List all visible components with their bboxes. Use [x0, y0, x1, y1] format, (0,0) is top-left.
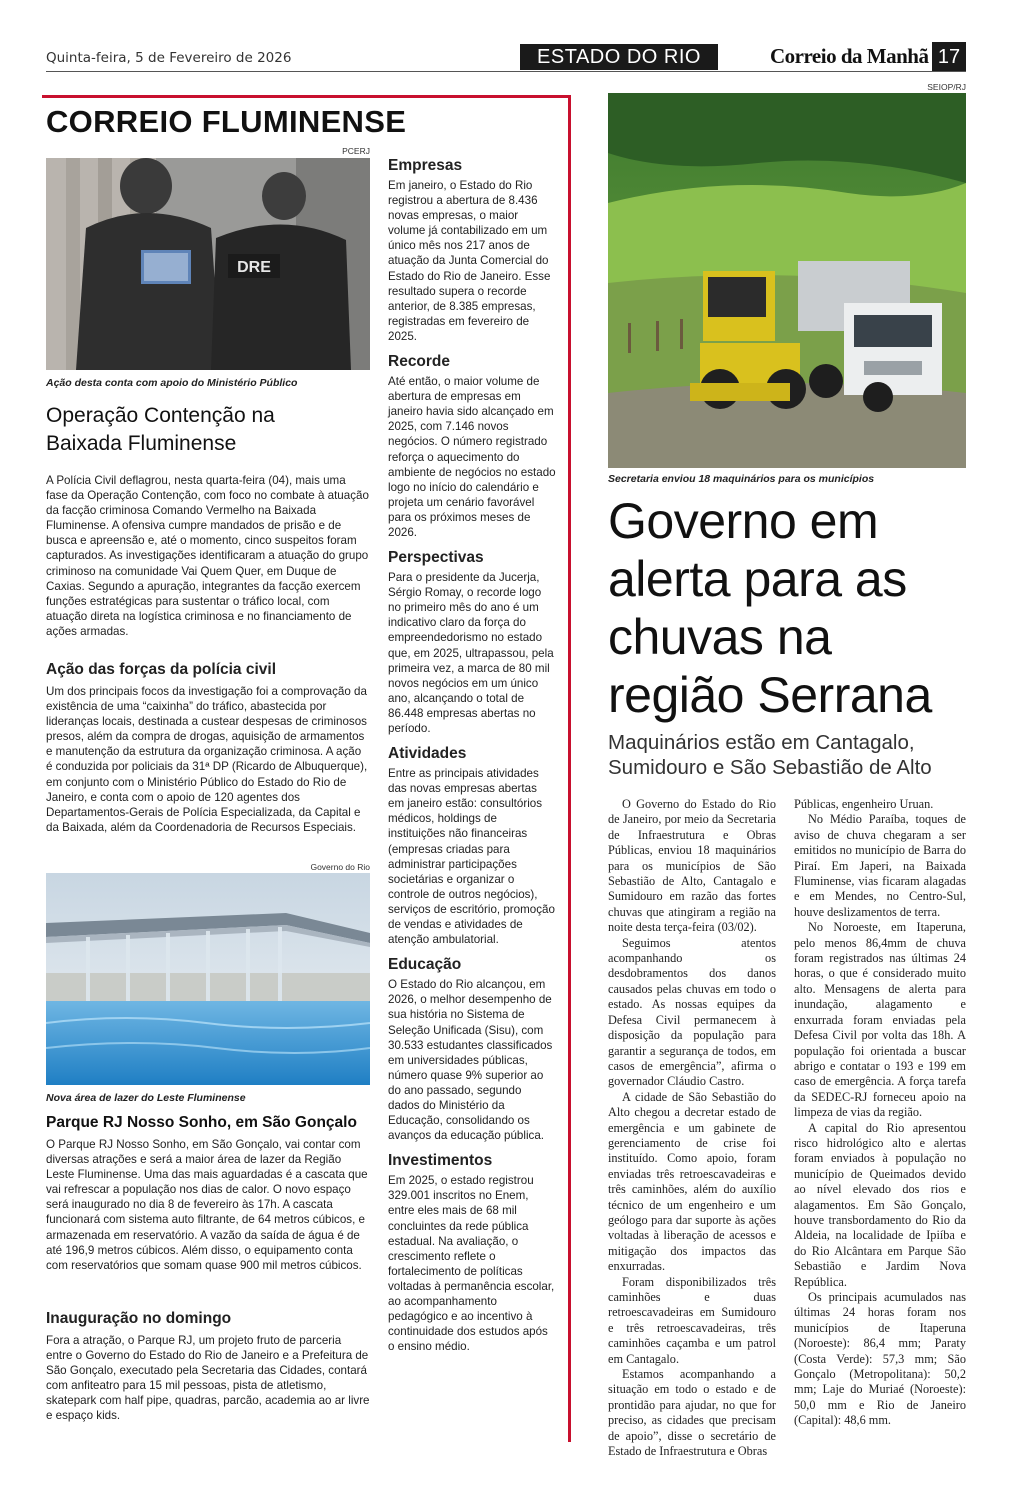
machinery-photo-illustration: [608, 93, 966, 468]
page-number: 17: [932, 42, 966, 72]
paragraph: No Médio Paraíba, toques de aviso de chuva chegaram a ser emitidos no município de Barra do Piraí. Em Japeri, na Baixada Fluminense, vias ficaram alagadas e em Mendes, no Centro-Sul, houve deslizamentos de terra.: [794, 812, 966, 919]
photo-credit: PCERJ: [342, 146, 370, 156]
brief-body: O Estado do Rio alcançou, em 2026, o melhor desempenho de sua história no Sistema de Seleção Unificada (Sisu), com 30.533 estudantes classificados em universidades públicas, número quase 9% superior ao do ano passado, segundo dados do Ministério da Educação, consolidando os avanços da educação pública.: [388, 978, 553, 1143]
middle-column: [388, 157, 556, 1363]
paragraph: Seguimos atentos acompanhando os desdobramentos dos danos causados pelas chuvas em todo o estado. As nossas equipes da Defesa Civil permanecem à disposição da população para garantir a segurança de todos, em casos de emergência”, afirma o governador Cláudio Castro.: [608, 935, 776, 1089]
photo-credit: Governo do Rio: [310, 862, 370, 872]
paragraph: A cidade de São Sebastião do Alto chegou a decretar estado de emergência e um gabinete de gerenciamento de crise foi instituído. Como apoio, foram enviadas três retroescavadeiras e três caminhões, além do auxílio técnico de um engenheiro e um geólogo para dar suporte às ações voltadas à liberação de acessos e mitigação dos impactos das enxurradas.: [608, 1089, 776, 1274]
paragraph: Foram disponibilizados três caminhões e duas retroescavadeiras em Sumidouro e três retroescavadeiras, três caminhões caçamba e um patrol em Cantagalo.: [608, 1274, 776, 1366]
brief-subhead: Educação: [388, 956, 462, 974]
paragraph: No Noroeste, em Itaperuna, pelo menos 86,4mm de chuva foram registrados nas últimas 24 horas, o que é considerado muito alto. Mensagens de alerta para inundação, alagamento e enxurrada foram enviadas pela Defesa Civil por volta das 18h. A população foi orientada a buscar abrigo e contatar o 193 e 199 em caso de emergência. A força tarefa da SEDEC-RJ forneceu apoio na limpeza de vias da região.: [794, 920, 966, 1120]
brief-item: [388, 549, 556, 736]
header-rule: [46, 71, 966, 72]
brief-subhead: Recorde: [388, 353, 451, 371]
brief-subhead: Perspectivas: [388, 549, 484, 567]
brief-subhead: Empresas: [388, 157, 463, 174]
brief-body: Até então, o maior volume de abertura de empresas em janeiro havia sido alcançado em 2025, com 7.146 novos negócios. O número registrado reforça o aquecimento do ambiente de negócios no estado logo no início do calendário e projeta um cenário favorável para os próximos meses de 2026.: [388, 375, 556, 539]
article-subhead: Ação das forças da polícia civil: [46, 661, 277, 678]
section-frame-top: [42, 95, 571, 98]
paragraph: Públicas, engenheiro Uruan.: [794, 797, 934, 811]
police-photo: [46, 158, 370, 370]
main-deck: Maquinários estão em Cantagalo, Sumidouro e São Sebastião de Alto: [608, 731, 932, 779]
brief-body: Em janeiro, o Estado do Rio registrou a abertura de 8.436 novas empresas, o maior volume já contabilizado em um único mês nos 217 anos de atuação da Junta Comercial do Estado do Rio de Janeiro. Esse resultado supera o recorde anterior, de 8.385 empresas, registradas em fevereiro de 2025.: [388, 179, 551, 343]
brief-body: Entre as principais atividades das novas empresas abertas em janeiro estão: consultórios médicos, holdings de instituições não financeiras (empresas criadas para administrar participações societárias e organizar o controle de outros negócios), serviços de escritório, promoção de vendas e atividades de atenção ambulatorial.: [388, 767, 555, 947]
brief-subhead: Investimentos: [388, 1152, 493, 1170]
brief-item: [388, 353, 556, 540]
article-body: A Polícia Civil deflagrou, nesta quarta-feira (04), mais uma fase da Operação Contenção, com foco no combate à atuação da facção criminosa Comando Vermelho na Baixada Fluminense. A ofensiva cumpre mandados de prisão e de busca e apreensão e, até o momento, cinco suspeitos foram capturados. As investigações identificaram a atuação do grupo criminoso na comunidade Vai Quem Quer, em Duque de Caxias. Segundo a apuração, integrantes da facção exercem funções estratégicas para sustentar o tráfico local, com atuação direta na logística criminosa e no financiamento de ações armadas.: [46, 474, 369, 638]
brief-item: [388, 157, 556, 344]
machinery-photo: [608, 93, 966, 468]
paragraph: Os principais acumulados nas últimas 24 horas foram nos municípios de Itaperuna (Noroeste): 86,4 mm; Paraty (Costa Verde): 57,3 mm; São Gonçalo (Metropolitana): 50,2 mm; Laje do Muriaé (Noroeste): 50,0 mm e Rio de Janeiro (Capital): 48,6 mm.: [794, 1290, 966, 1428]
photo-caption: Nova área de lazer do Leste Fluminense: [46, 1092, 246, 1104]
photo-caption: Ação desta conta com apoio do Ministério Público: [46, 377, 298, 389]
photo-credit: SEIOP/RJ: [927, 82, 966, 92]
brief-body: Para o presidente da Jucerja, Sérgio Romay, o recorde logo no primeiro mês do ano é um indicativo claro da força do empreendedorismo no estado que, em 2025, ultrapassou, pela primeira vez, a marca de 80 mil novos negócios em um único ano, alcançando o total de 86.448 empresas abertas no período.: [388, 571, 554, 735]
article-headline: Parque RJ Nosso Sonho, em São Gonçalo: [46, 1114, 357, 1131]
section-label: ESTADO DO RIO: [520, 44, 718, 70]
main-story-column-2: [794, 797, 966, 1429]
main-story-column-1: [608, 797, 776, 1459]
photo-caption: Secretaria enviou 18 maquinários para os municípios: [608, 473, 875, 485]
issue-date: Quinta-feira, 5 de Fevereiro de 2026: [46, 50, 292, 66]
paragraph: Estamos acompanhando a situação em todo o estado e de prontidão para ajudar, no que for preciso, as cidades que precisam de apoio”, disse o secretário de Estado de Infraestrutura e Obras: [608, 1367, 776, 1459]
article-body: Fora a atração, o Parque RJ, um projeto fruto de parceria entre o Governo do Estado do Rio de Janeiro e a Prefeitura de São Gonçalo, executado pela Secretaria das Cidades, contará com anfiteatro para 15 mil pessoas, pista de atletismo, skatepark com half pipe, quadras, parcão, academia ao ar livre e espaço kids.: [46, 1334, 370, 1423]
brief-item: [388, 1152, 556, 1354]
park-photo-illustration: [46, 873, 370, 1085]
section-frame-right: [568, 95, 571, 1442]
article-body: O Parque RJ Nosso Sonho, em São Gonçalo, vai contar com diversas atrações e será a maior área de lazer da Região Leste Fluminense. Uma das mais aguardadas é a cascata que vai refrescar a população nos dias de calor. O novo espaço será inaugurado no dia 8 de fevereiro às 17h. A cascata funcionará com sistema auto filtrante, de 64 metros cúbicos, e armazenada em reservatório. A vazão da saída de água é de até 196,9 metros cúbicos. Além disso, o equipamento conta com reservatórios que somam quase 900 mil metros cúbicos.: [46, 1138, 368, 1272]
brief-item: [388, 956, 556, 1143]
article-subhead: Inauguração no domingo: [46, 1310, 232, 1327]
column-title: CORREIO FLUMINENSE: [46, 104, 407, 139]
masthead: Correio da Manhã: [770, 44, 929, 68]
paragraph: O Governo do Estado do Rio de Janeiro, por meio da Secretaria de Infraestrutura e Obras Públicas, enviou 18 maquinários para os municípios de São Sebastião de Alto, Cantagalo e Sumidouro em razão das fortes chuvas que atingiram a região na noite desta terça-feira (03/02).: [608, 797, 776, 935]
article-body: Um dos principais focos da investigação foi a comprovação da existência de uma “caixinha” do tráfico, abastecida por lideranças locais, destinada a custear despesas de criminosos presos, além da compra de drogas, aquisição de armamentos e manutenção da estrutura da organização criminosa. A ação é conduzida por policiais da 31ª DP (Ricardo de Albuquerque), em conjunto com o Ministério Público do Estado do Rio de Janeiro, e conta com o apoio de 120 agentes dos Departamentos-Gerais de Polícia Especializada, da Capital e da Baixada, além da Coordenadoria de Recursos Especiais.: [46, 685, 368, 834]
paragraph: A capital do Rio apresentou risco hidrológico alto e alertas foram enviados à população no município de Queimados devido ao nível elevado dos rios e alagamentos. Em São Gonçalo, houve transbordamento do Rio da Aldeia, na localidade de Ipiíba e do Rio Alcântara em Parque São Sebastião e Jardim Nova República.: [794, 1120, 966, 1289]
vest-label: DRE: [237, 259, 271, 276]
brief-item: [388, 745, 556, 947]
park-photo: [46, 873, 370, 1085]
brief-subhead: Atividades: [388, 745, 467, 763]
article-headline: Operação Contenção na Baixada Fluminense: [46, 404, 275, 455]
brief-body: Em 2025, o estado registrou 329.001 inscritos no Enem, entre eles mais de 68 mil concluintes da rede pública estadual. Na avaliação, o crescimento reflete o fortalecimento de políticas voltadas à permanência escolar, ao acompanhamento pedagógico e ao incentivo à continuidade dos estudos após o ensino médio.: [388, 1174, 555, 1354]
police-photo-illustration: [46, 158, 370, 370]
main-headline: Governo em alerta para as chuvas na região Serrana: [608, 493, 932, 723]
